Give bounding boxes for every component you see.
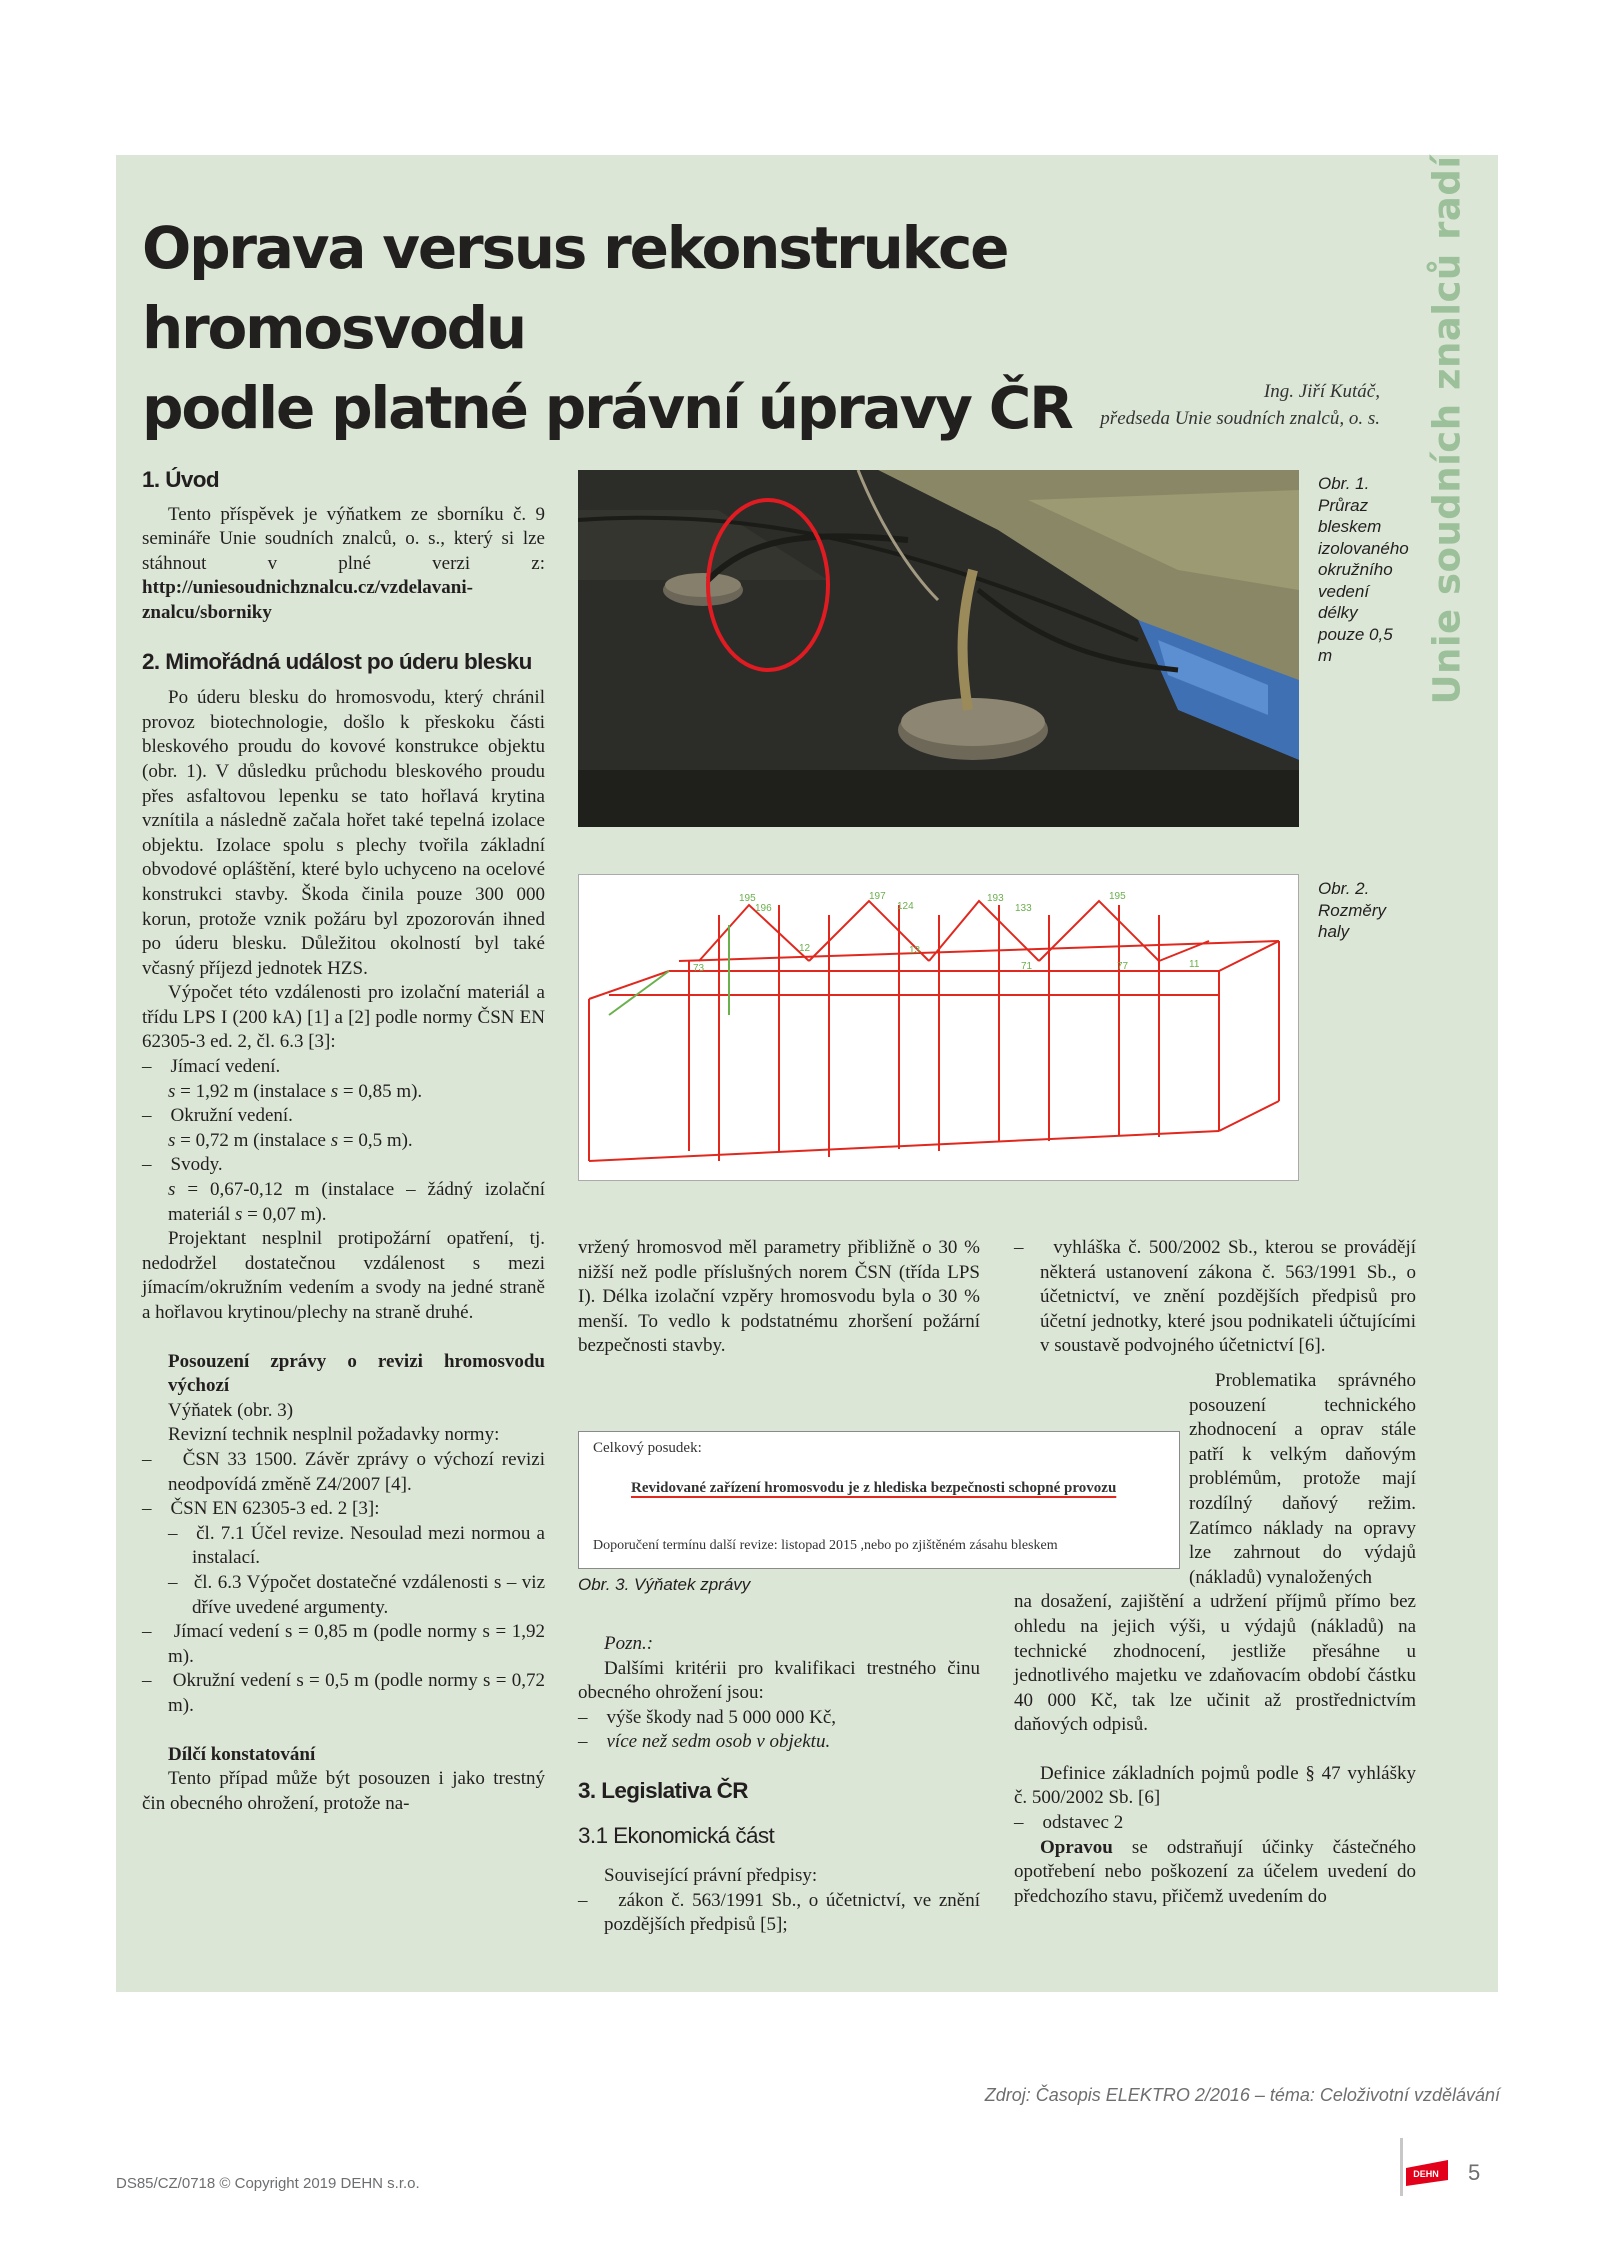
middle-column — [578, 1236, 980, 1359]
dimension-label: 71 — [1021, 961, 1033, 972]
note-label: Pozn.: — [604, 1633, 654, 1654]
section-3-heading: 3. Legislativa ČR — [578, 1777, 748, 1803]
intro-paragraph: Tento příspěvek je výňatkem ze sborníku č. 9 semináře Unie soudních znalců, o. s., který si lze stáhnout v plné verzi z: http://uniesoudnichznalcu.cz/vzdelavani-znalcu/sborniky — [142, 503, 545, 623]
list-item-value: s = 0,67-0,12 m (instalace – žádný izolační materiál s = 0,07 m). — [168, 1179, 545, 1225]
figure-2-diagram — [578, 874, 1299, 1181]
author-block — [1100, 378, 1380, 432]
title-line-2: podle platné právní úpravy ČR — [142, 374, 1072, 442]
list-item: – výše škody nad 5 000 000 Kč, — [578, 1706, 837, 1728]
dimension-label: 73 — [693, 963, 705, 974]
event-paragraph: Po úderu blesku do hromosvodu, který chránil provoz biotechnologie, došlo k přeskoku části bleskového proudu do kovové konstrukce objektu (obr. 1). V důsledku průchodu bleskového proudu přes asfaltovou lepenku se tato hořlavá krytina vznítila a následně začala hořet také tepelná izolace objektu. Izolace spolu s plechy tvořila základní obvodové opláštění, které bylo uchyceno na ocelové konstrukci stavby. Škoda činila pouze 300 000 korun, protože vznik požáru byl zpozorován ihned po úderu blesku. Důležitou okolností byl také včasný příjezd jednotek HZS. — [142, 687, 545, 979]
list-item: – Jímací vedení s = 0,85 m (podle normy s = 1,92 m). — [142, 1621, 546, 1667]
dimension-label: 195 — [1109, 891, 1126, 902]
dimension-label: 195 — [739, 893, 756, 904]
list-item: – zákon č. 563/1991 Sb., o účetnictví, ve znění pozdějších předpisů [5]; — [578, 1889, 981, 1936]
report-header: Celkový posudek: — [593, 1440, 702, 1456]
report-verdict: Revidované zařízení hromosvodu je z hlediska bezpečnosti schopné provozu — [631, 1480, 1117, 1496]
report-next-revision: Doporučení termínu další revize: listopad 2015 ,nebo po zjištěném zásahu bleskem — [593, 1538, 1058, 1553]
figure-1-caption: Obr. 1. Průraz bleskem izolovaného okružního vedení délky pouze 0,5 m — [1318, 474, 1409, 665]
page-number: 5 — [1468, 2160, 1481, 2185]
definition-paragraph: Definice základních pojmů podle § 47 vyhlášky č. 500/2002 Sb. [6] — [1014, 1762, 1416, 1809]
download-link[interactable]: http://uniesoudnichznalcu.cz/vzdelavani-znalcu/sborniky — [142, 577, 473, 623]
mid-paragraph: vržený hromosvod měl parametry přibližně o 30 % nižší než podle příslušných norem ČSN (třída LPS I). Délka izolační vzpěry hromosvodu byla o 30 % menší. To vedlo k podstatnému zhoršení požární bezpečnosti stavby. — [578, 1237, 980, 1357]
list-item-value: s = 1,92 m (instalace s = 0,85 m). — [168, 1080, 423, 1102]
list-item-value: s = 0,72 m (instalace s = 0,5 m). — [168, 1129, 413, 1151]
source-note: Zdroj: Časopis ELEKTRO 2/2016 – téma: Celoživotní vzdělávání — [984, 2085, 1500, 2105]
author-role: předseda Unie soudních znalců, o. s. — [1100, 408, 1380, 429]
sub-list-item: – čl. 7.1 Účel revize. Nesoulad mezi normou a instalací. — [168, 1522, 545, 1569]
dimension-label: 133 — [1015, 903, 1032, 914]
dimension-label: 13 — [909, 945, 921, 956]
list-item: – Okružní vedení. — [142, 1105, 293, 1127]
partial-paragraph: Tento případ může být posouzen i jako trestný čin obecného ohrožení, protože na- — [142, 1768, 545, 1814]
sub-list-item: – čl. 6.3 Výpočet dostatečné vzdálenosti s – viz dříve uvedené argumenty. — [168, 1571, 546, 1618]
problem-paragraph-float: Problematika správného posouzení technického zhodnocení a oprav stále patří k velkým daňovým problémům, protože mají rozdílný daňový režim. Zatímco náklady na opravy lze zahrnout do výdajů (nákladů) vynaložených — [1189, 1369, 1416, 1588]
figure-1-photo — [578, 470, 1299, 827]
list-item: – odstavec 2 — [1014, 1812, 1124, 1834]
title-line-1: Oprava versus rekonstrukce hromosvodu — [142, 214, 1008, 362]
left-column — [142, 468, 545, 1816]
list-item: – vyhláška č. 500/2002 Sb., kterou se provádějí některá ustanovení zákona č. 563/1991 Sb., o účetnictví, ve znění pozdějších předpisů pro účetní jednotky, které jsou podnikateli účtujícími v soustavě podvojného účetnictví [6]. — [1014, 1237, 1417, 1357]
dimension-label: 11 — [1189, 959, 1200, 970]
repair-paragraph: Opravou se odstraňují účinky částečného opotřebení nebo poškození za účelem uvedení do předchozího stavu, přičemž uvedením do — [1014, 1836, 1416, 1907]
list-item: – ČSN EN 62305-3 ed. 2 [3]: — [142, 1498, 380, 1520]
assessment-heading: Posouzení zprávy o revizi hromosvodu výchozí — [168, 1350, 545, 1397]
dimension-label: 77 — [1117, 961, 1129, 972]
dimension-label: 124 — [897, 901, 914, 912]
logo-text: DEHN — [1413, 2169, 1439, 2179]
right-column — [1014, 1236, 1416, 1909]
dehn-logo — [1396, 2138, 1454, 2196]
designer-paragraph: Projektant nesplnil protipožární opatření, tj. nedodržel dostatečnou vzdálenost s mezi jímacím/okružním vedením a svody na jedné straně a hořlavou krytinou/plechy na straně druhé. — [142, 1228, 545, 1323]
assessment-excerpt: Výňatek (obr. 3) — [168, 1399, 294, 1421]
dimension-label: 196 — [755, 903, 772, 914]
list-item: – více než sedm osob v objektu. — [578, 1731, 831, 1753]
related-laws-intro: Související právní předpisy: — [604, 1865, 818, 1887]
section-2-heading: 2. Mimořádná událost po úderu blesku — [142, 648, 532, 674]
dimension-label: 193 — [987, 893, 1004, 904]
dimension-label: 197 — [869, 891, 886, 902]
hall-dimensions-drawing — [579, 875, 1298, 1180]
side-section-label: Unie soudních znalců radí — [1425, 155, 1469, 705]
rooftop-photo-image — [578, 470, 1299, 827]
figure-3-caption: Obr. 3. Výňatek zprávy — [578, 1575, 751, 1594]
list-item: – ČSN 33 1500. Závěr zprávy o výchozí revizi neodpovídá změně Z4/2007 [4]. — [142, 1448, 545, 1495]
problem-paragraph-cont: na dosažení, zajištění a udržení příjmů přímo bez ohledu na jejich výši, u výdajů (nákladů) na technické zhodnocení, jestliže přesáhne u jednotlivého majetku ve zdaňovacím období částku 40 000 Kč, tak lze učinit až prostřednictvím daňových odpisů. — [1014, 1591, 1416, 1736]
copyright: DS85/CZ/0718 © Copyright 2019 DEHN s.r.o. — [116, 2175, 420, 2192]
author-name: Ing. Jiří Kutáč, — [1263, 381, 1380, 402]
middle-column-lower — [578, 1632, 980, 1938]
note-text: Dalšími kritérii pro kvalifikaci trestného činu obecného ohrožení jsou: — [578, 1657, 980, 1704]
section-1-heading: 1. Úvod — [142, 467, 220, 492]
list-item: – Jímací vedení. — [142, 1056, 281, 1078]
list-item: – Svody. — [142, 1154, 223, 1176]
calc-paragraph: Výpočet této vzdálenosti pro izolační materiál a třídu LPS I (200 kA) [1] a [2] podle normy ČSN EN 62305-3 ed. 2, čl. 6.3 [3]: — [142, 982, 545, 1053]
dimension-label: 12 — [799, 943, 811, 954]
list-item: – Okružní vedení s = 0,5 m (podle normy s = 0,72 m). — [142, 1670, 545, 1716]
section-3-1-heading: 3.1 Ekonomická část — [578, 1822, 775, 1848]
partial-heading: Dílčí konstatování — [168, 1743, 316, 1765]
assessment-intro: Revizní technik nesplnil požadavky normy: — [168, 1424, 500, 1446]
figure-2-caption: Obr. 2. Rozměry haly — [1318, 879, 1387, 941]
